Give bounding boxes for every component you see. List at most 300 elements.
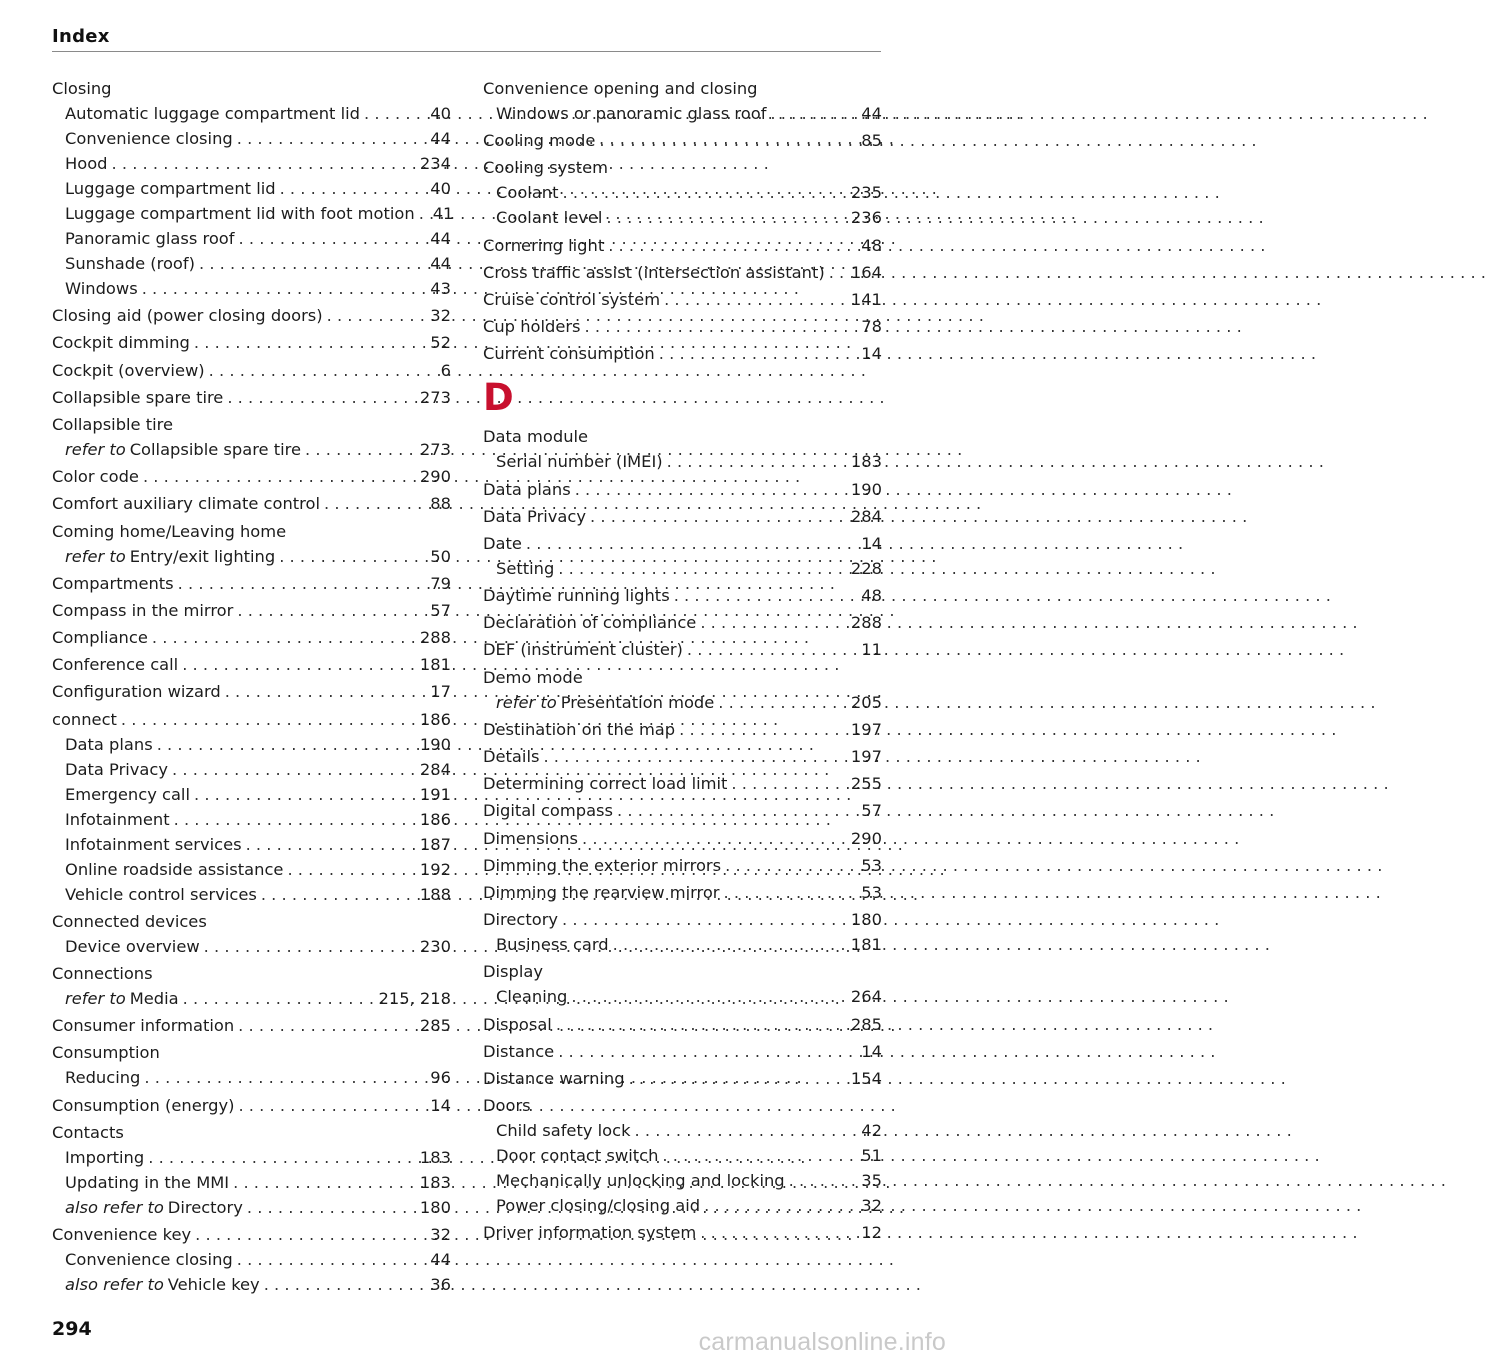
index-entry [52,491,451,516]
index-entry [52,385,451,410]
index-term: Collapsible spare tire [52,387,224,407]
index-page-ref: 190 [419,734,451,754]
dot-leader [667,449,845,474]
index-entry [483,504,882,529]
index-term: Data module [483,427,589,447]
index-subentry [52,176,451,201]
index-term: Media [129,989,179,1008]
cross-reference-label: refer to [65,546,126,566]
index-page-ref: 32 [861,1196,882,1216]
index-term: Luggage compartment lid [65,179,276,198]
index-term: Emergency call [65,784,190,804]
index-term: Power closing/closing aid [496,1196,701,1216]
index-subentry [52,126,451,151]
index-column-left [52,76,454,1297]
index-page-ref: 51 [861,1146,882,1166]
index-term: Current consumption [483,344,655,364]
dot-leader [563,180,845,205]
index-page-ref: 197 [850,747,882,766]
index-page-ref: 50 [430,546,451,566]
index-entry [483,853,882,878]
index-subentry [52,437,451,462]
index-term: Configuration wizard [52,682,221,702]
index-entry [483,531,882,556]
dot-leader [182,652,414,677]
index-term: Reducing [65,1068,141,1088]
index-term: Cockpit (overview) [52,360,205,380]
index-term: Infotainment services [65,834,242,854]
index-term: Setting [496,558,555,578]
dot-leader [264,1272,425,1297]
dot-leader [143,464,414,489]
index-entry [52,303,451,328]
dot-leader [731,771,845,796]
dot-leader [558,556,845,581]
dot-leader [238,1013,414,1038]
index-subentry [52,757,451,782]
index-term: Cleaning [496,987,568,1007]
index-page-ref: 284 [850,506,882,526]
index-entry [52,598,451,623]
index-term: Entry/exit lighting [129,546,276,566]
index-term: Mechanically unlocking and locking [496,1171,785,1191]
index-term: Destination on the map [483,719,676,739]
index-page-ref: 35 [861,1171,882,1191]
index-subentry [52,782,451,807]
index-page-ref: 186 [419,809,451,829]
index-page-ref: 96 [430,1068,451,1088]
index-page-ref: 52 [430,333,451,353]
dot-leader [606,205,845,230]
index-entry [52,1040,451,1065]
dot-leader [679,717,845,742]
index-page-ref: 40 [430,104,451,123]
index-page-ref: 290 [850,828,882,848]
index-entry [483,260,882,285]
index-term: Presentation mode [560,692,715,712]
index-term: Infotainment [65,809,170,829]
index-term: Child safety lock [496,1121,631,1141]
index-term: Cruise control system [483,289,661,309]
dot-leader [227,385,414,410]
index-page-ref: 48 [861,235,882,255]
dot-leader [789,1168,856,1193]
dot-leader [152,625,414,650]
index-page-ref: 190 [850,479,882,499]
index-subentry [52,1145,451,1170]
index-term: Conference call [52,655,179,675]
index-entry [52,707,451,732]
index-page-ref: 188 [419,884,451,904]
index-term: Details [483,747,540,766]
dot-leader [662,1143,855,1168]
index-entry [483,1220,882,1245]
index-term: Directory [167,1197,243,1217]
index-subentry [52,1272,451,1297]
index-term: Convenience closing [65,129,233,148]
index-page-ref: 44 [430,229,451,248]
index-entry [483,826,882,851]
index-term: Dimming the rearview mirror [483,882,720,902]
dot-leader [608,233,855,258]
index-term: Coolant [496,183,559,203]
dot-leader [237,598,424,623]
index-entry [483,128,882,153]
index-page-ref: 180 [850,910,882,930]
index-page-ref: 284 [419,759,451,779]
index-term: Cup holders [483,317,581,337]
index-term: Data plans [65,734,153,754]
index-entry [52,652,451,677]
index-term: Panoramic glass roof [65,229,235,248]
index-term: Connections [52,964,153,983]
cross-reference-label: also refer to [65,1274,164,1294]
index-column-right [483,76,882,1245]
cross-reference-label: also refer to [65,1197,164,1217]
index-entry [52,464,451,489]
watermark: carmanualsonline.info [698,1328,946,1356]
dot-leader [629,1066,845,1091]
index-page-ref: 85 [861,131,882,151]
dot-leader [204,934,414,959]
dot-leader [238,1093,424,1118]
dot-leader [674,583,856,608]
index-term: DEF (instrument cluster) [483,640,683,660]
index-term: Luggage compartment lid with foot motion [65,204,415,223]
index-term: Display [483,962,544,982]
index-page-ref: 40 [430,179,451,198]
index-page-ref: 215, 218 [378,989,451,1008]
index-page-ref: 11 [861,640,882,660]
index-term: Cooling mode [483,131,596,151]
index-entry [483,314,882,339]
dot-leader [700,610,845,635]
dot-leader [571,984,845,1009]
index-entry [483,744,882,769]
dot-leader [178,571,425,596]
index-term: Collapsible tire [52,414,174,434]
index-subentry [52,101,451,126]
index-term: Color code [52,467,139,487]
dot-leader [664,287,845,312]
index-page-ref: 205 [850,692,882,712]
index-subentry [483,1193,882,1218]
index-page-ref: 14 [861,1041,882,1061]
index-entry [483,637,882,662]
index-page-ref: 42 [861,1121,882,1141]
index-term: Date [483,533,522,553]
dot-leader [305,437,414,462]
dot-leader [195,1222,424,1247]
index-page-ref: 14 [861,533,882,553]
index-term: Data plans [483,479,571,499]
index-subentry [483,205,882,230]
index-entry [483,771,882,796]
dot-leader [324,491,424,516]
index-term: Windows or panoramic glass roof [496,104,767,123]
index-page-ref: 141 [850,289,882,309]
index-page-ref: 183 [419,1172,451,1192]
index-subentry [52,1170,451,1195]
index-subentry [52,1065,451,1090]
index-page-ref: 44 [430,254,451,273]
index-entry [52,1093,451,1118]
index-term: Hood [65,154,108,173]
index-entry [52,571,451,596]
index-term: Cornering light [483,235,605,255]
index-page-ref: 264 [850,987,882,1007]
dot-leader [121,707,414,732]
index-page-ref: 273 [419,439,451,459]
index-term: Convenience opening and closing [483,79,758,98]
page-header-title: Index [52,26,110,47]
index-subentry [483,556,882,581]
dot-leader [237,1247,425,1272]
index-page-ref: 44 [861,104,882,123]
dot-leader [142,276,425,301]
index-entry [52,625,451,650]
dot-leader [112,151,414,176]
index-entry [52,679,451,704]
index-entry [483,880,882,905]
index-entry [483,1039,882,1064]
index-page-ref: 53 [861,855,882,875]
index-entry [483,233,882,258]
dot-leader [239,226,425,251]
index-term: Coolant level [496,208,603,228]
index-term: Automatic luggage compartment lid [65,104,360,123]
index-page-ref: 17 [430,682,451,702]
dot-leader [280,176,425,201]
index-page-ref: 191 [419,784,451,804]
index-entry [52,358,451,383]
page-number: 294 [52,1318,92,1340]
index-term: Connected devices [52,911,207,931]
index-page-ref: 285 [850,1014,882,1034]
dot-leader [770,101,855,126]
dot-leader [261,882,414,907]
dot-leader [183,986,373,1011]
cross-reference-label: refer to [496,692,557,712]
index-page-ref: 44 [430,1249,451,1269]
index-subentry [52,151,451,176]
index-term: Device overview [65,936,200,956]
dot-leader [613,932,845,957]
section-letter-heading: D [483,376,514,420]
index-entry [52,1013,451,1038]
index-term: Cockpit dimming [52,333,190,353]
index-subentry [52,1195,451,1220]
index-page-ref: 197 [850,719,882,739]
index-subentry [483,1168,882,1193]
index-page-ref: 36 [430,1274,451,1294]
index-term: Consumption (energy) [52,1095,235,1115]
index-page-ref: 12 [861,1223,882,1243]
index-page-ref: 14 [430,1095,451,1115]
index-term: Data Privacy [483,506,586,526]
index-entry [483,424,882,449]
dot-leader [543,744,844,769]
index-page-ref: 235 [850,183,882,203]
index-page-ref: 164 [850,262,882,282]
dot-leader [718,690,845,715]
index-page-ref: 236 [850,208,882,228]
index-subentry [52,807,451,832]
index-subentry [483,180,882,205]
index-entry [52,1120,451,1145]
index-term: Convenience closing [65,1249,233,1269]
index-entry [483,76,882,101]
index-term: Closing [52,79,112,98]
index-term: Cross traffic assist (intersection assistant) [483,262,825,282]
index-subentry [52,857,451,882]
index-page-ref: 181 [850,935,882,955]
index-page-ref: 255 [850,774,882,794]
index-page-ref: 44 [430,129,451,148]
index-page-ref: 273 [419,387,451,407]
index-entry [52,961,451,986]
index-term: Directory [483,910,559,930]
index-term: Vehicle key [167,1274,260,1294]
index-page-ref: 154 [850,1068,882,1088]
index-term: Contacts [52,1122,124,1142]
index-page-ref: 285 [419,1016,451,1036]
index-page-ref: 186 [419,709,451,729]
index-subentry [52,276,451,301]
index-entry [483,1066,882,1091]
index-term: Driver information system [483,1223,697,1243]
index-term: Distance warning [483,1068,625,1088]
index-term: Data Privacy [65,759,168,779]
index-page-ref: 41 [432,204,454,223]
index-term: Compass in the mirror [52,600,234,620]
dot-leader [562,907,845,932]
dot-leader [194,782,414,807]
index-subentry [52,201,454,226]
index-page-ref: 183 [419,1147,451,1167]
index-entry [52,909,451,934]
index-term: Daytime running lights [483,586,670,606]
index-term: Sunshade (roof) [65,254,195,273]
index-page-ref: 230 [419,936,451,956]
dot-leader [582,826,845,851]
dot-leader [233,1170,414,1195]
index-subentry [52,732,451,757]
index-page-ref: 192 [419,859,451,879]
dot-leader [327,303,425,328]
dot-leader [174,807,414,832]
index-entry [483,1012,882,1037]
index-entry [52,76,451,101]
index-page-ref: 234 [419,154,451,173]
index-subentry [52,986,451,1011]
index-term: Distance [483,1041,555,1061]
index-entry [483,155,882,180]
index-entry [52,1222,451,1247]
header-divider [52,51,881,52]
index-term: Importing [65,1147,145,1167]
index-term: Consumption [52,1043,160,1063]
index-page-ref: 57 [430,600,451,620]
index-page-ref: 79 [430,573,451,593]
index-page-ref: 6 [440,360,451,380]
dot-leader [172,757,414,782]
index-entry [483,610,882,635]
index-page-ref: 183 [850,452,882,472]
index-page-ref: 78 [861,317,882,337]
index-page-ref: 57 [861,801,882,821]
dot-leader [829,260,845,285]
index-entry [483,959,882,984]
index-page-ref: 181 [419,655,451,675]
index-entry [483,341,882,366]
dot-leader [279,544,424,569]
index-term: Serial number (IMEI) [496,452,663,472]
index-term: Disposal [483,1014,552,1034]
index-page-ref: 180 [419,1197,451,1217]
dot-leader [246,832,414,857]
index-page-ref: 32 [430,1224,451,1244]
dot-leader [144,1065,424,1090]
index-entry [483,665,882,690]
index-term: Declaration of compliance [483,613,697,633]
dot-leader [199,251,424,276]
dot-leader [247,1195,414,1220]
index-subentry [52,251,451,276]
index-subentry [483,101,882,126]
index-term: Digital compass [483,801,614,821]
dot-leader [157,732,414,757]
index-subentry [52,226,451,251]
index-page-ref: 288 [850,613,882,633]
index-page-ref: 187 [419,834,451,854]
index-term: Dimming the exterior mirrors [483,855,722,875]
index-term: Closing aid (power closing doors) [52,306,323,326]
index-subentry [52,934,451,959]
dot-leader [558,1039,855,1064]
index-subentry [52,1247,451,1272]
index-subentry [52,882,451,907]
index-page-ref: 14 [861,344,882,364]
index-term: Vehicle control services [65,884,257,904]
dot-leader [704,1193,855,1218]
index-page-ref: 43 [430,279,451,298]
index-page-ref: 288 [419,628,451,648]
index-term: Comfort auxiliary climate control [52,494,320,514]
index-page-ref: 290 [419,467,451,487]
index-term: Dimensions [483,828,579,848]
dot-leader [659,341,856,366]
index-subentry [483,1143,882,1168]
index-term: Determining correct load limit [483,774,728,794]
index-term: Business card [496,935,609,955]
cross-reference-label: refer to [65,439,126,459]
dot-leader [209,358,435,383]
index-entry [483,798,882,823]
index-subentry [52,544,451,569]
index-term: connect [52,709,117,729]
index-term: Updating in the MMI [65,1172,230,1192]
dot-leader [635,1118,856,1143]
index-page-ref: 88 [430,494,451,514]
dot-leader [617,798,855,823]
index-term: Online roadside assistance [65,859,284,879]
index-term: Coming home/Leaving home [52,521,287,541]
index-page-ref: 53 [861,882,882,902]
cross-reference-label: refer to [65,989,126,1008]
dot-leader [364,101,424,126]
index-entry [52,519,451,544]
